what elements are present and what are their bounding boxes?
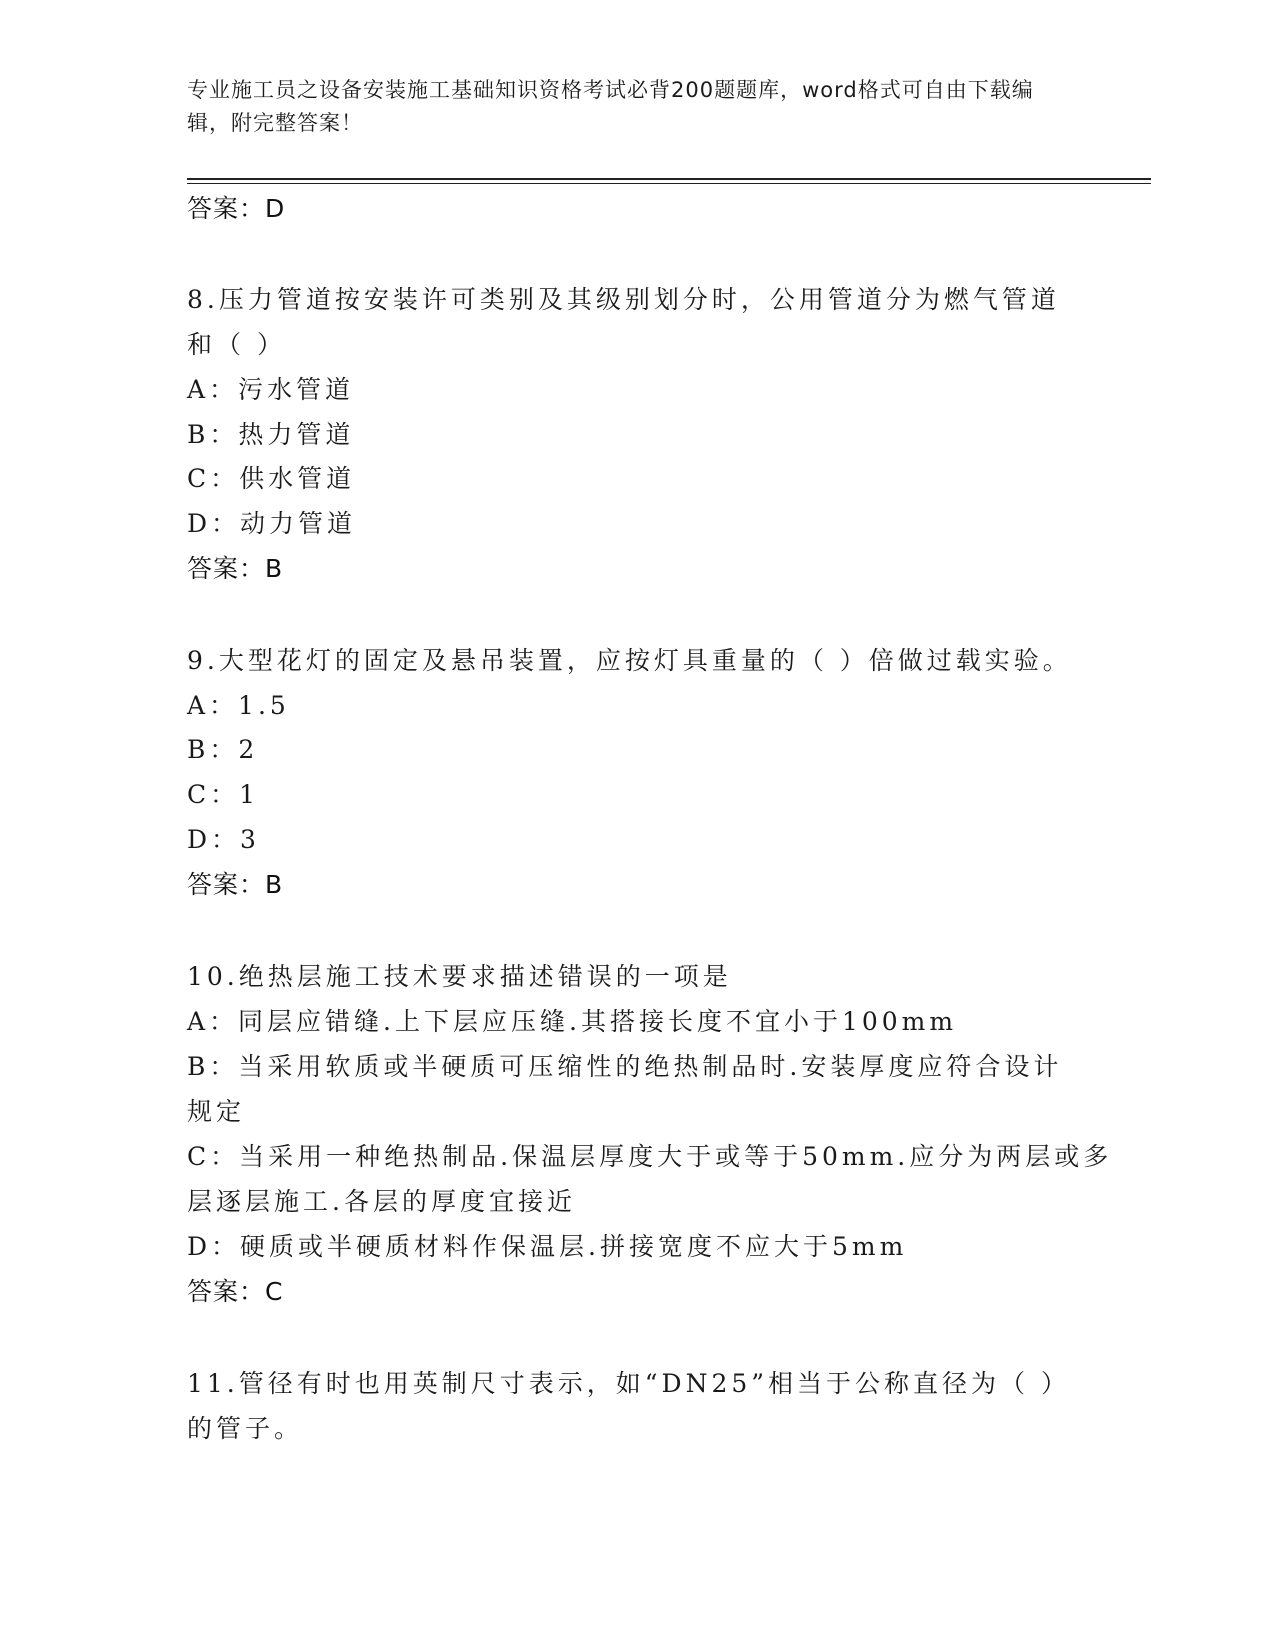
question-9-option-b: B：2 <box>187 735 259 764</box>
question-10-option-a: A：同层应错缝.上下层应压缝.其搭接长度不宜小于100mm <box>187 1007 958 1036</box>
question-9-option-c: C：1 <box>187 780 260 809</box>
question-10-option-d: D：硬质或半硬质材料作保温层.拼接宽度不应大于5mm <box>187 1232 908 1261</box>
question-10-stem: 10.绝热层施工技术要求描述错误的一项是 <box>187 962 732 991</box>
question-8-option-c: C：供水管道 <box>187 464 356 493</box>
question-8-option-b: B：热力管道 <box>187 420 355 449</box>
question-9-option-a: A：1.5 <box>187 691 290 720</box>
page-header: 专业施工员之设备安装施工基础知识资格考试必背200题题库，word格式可自由下载编辑，附完整答案！ <box>187 78 1034 135</box>
answer-q7: 答案：D <box>187 194 286 223</box>
question-11-stem: 11.管径有时也用英制尺寸表示，如“DN25”相当于公称直径为（ ） <box>187 1369 1070 1398</box>
question-10-option-c: C：当采用一种绝热制品.保温层厚度大于或等于50mm.应分为两层或多 <box>187 1142 1113 1171</box>
question-11-stem-cont: 的管子。 <box>187 1414 304 1443</box>
question-8-option-d: D：动力管道 <box>187 509 357 538</box>
question-10-option-c-cont: 层逐层施工.各层的厚度宜接近 <box>187 1187 576 1216</box>
answer-q10: 答案：C <box>187 1277 284 1306</box>
question-10-option-b-cont: 规定 <box>187 1097 246 1126</box>
question-10-option-b: B：当采用软质或半硬质可压缩性的绝热制品时.安装厚度应符合设计 <box>187 1052 1063 1081</box>
answer-q8: 答案：B <box>187 554 284 583</box>
question-8-stem: 8.压力管道按安装许可类别及其级别划分时，公用管道分为燃气管道 <box>187 285 1060 314</box>
question-9-option-d: D：3 <box>187 825 260 854</box>
question-9-stem: 9.大型花灯的固定及悬吊装置，应按灯具重量的（ ）倍做过载实验。 <box>187 646 1072 675</box>
header-divider-thin <box>187 183 1151 184</box>
question-8-stem-cont: 和（ ） <box>187 330 286 359</box>
answer-q9: 答案：B <box>187 870 284 899</box>
question-8-option-a: A：污水管道 <box>187 375 355 404</box>
header-divider-thick <box>187 178 1151 180</box>
